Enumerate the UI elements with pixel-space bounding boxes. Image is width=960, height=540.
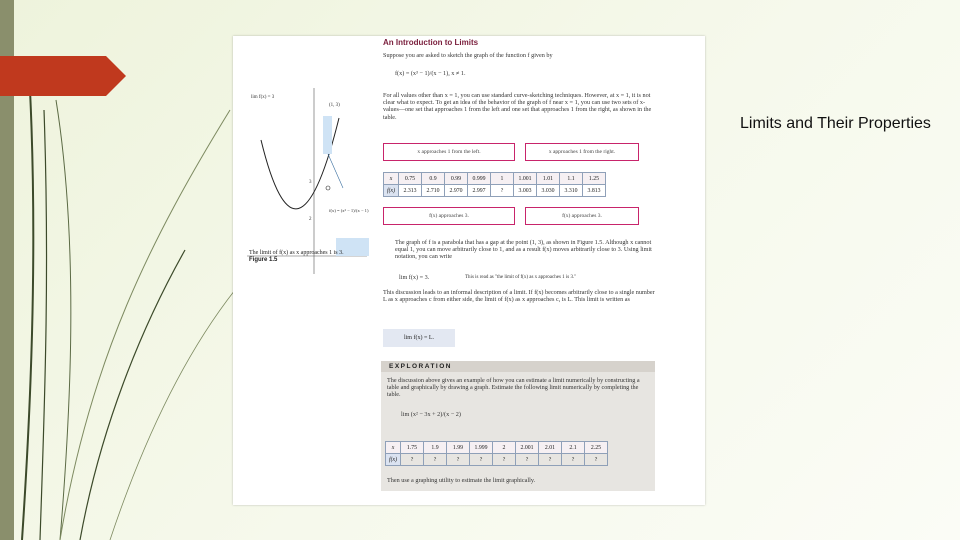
table-cell: 2.313 <box>399 185 422 197</box>
table-cell: ? <box>539 454 562 466</box>
table-cell: 1.9 <box>424 442 447 454</box>
exploration-closing: Then use a graphing utility to estimate the limit graphically. <box>387 477 536 484</box>
table-cell: ? <box>424 454 447 466</box>
table-cell: 2.001 <box>516 442 539 454</box>
table-cell: 3.310 <box>560 185 583 197</box>
exploration-fx-label: f(x) <box>386 454 401 466</box>
table-cell: 2.25 <box>585 442 608 454</box>
table-cell: ? <box>491 185 514 197</box>
function-definition: f(x) = (x³ − 1)/(x − 1), x ≠ 1. <box>395 70 466 77</box>
table-cell: 2.1 <box>562 442 585 454</box>
table-cell: 0.99 <box>445 173 468 185</box>
arrow-x-from-left: x approaches 1 from the left. <box>383 143 515 161</box>
values-table <box>383 172 606 197</box>
table-cell: ? <box>447 454 470 466</box>
exploration-limit: lim (x² − 3x + 2)/(x − 2) <box>401 411 461 418</box>
table-cell: 3.813 <box>583 185 606 197</box>
table-cell: ? <box>493 454 516 466</box>
table-cell: ? <box>585 454 608 466</box>
table-cell: 0.75 <box>399 173 422 185</box>
exploration-table <box>385 441 608 466</box>
exploration-x-label: x <box>386 442 401 454</box>
arrow-fx-right: f(x) approaches 3. <box>525 207 639 225</box>
table-cell: ? <box>516 454 539 466</box>
table-cell: 1.999 <box>470 442 493 454</box>
exploration-title: EXPLORATION <box>381 361 655 372</box>
graph-function-label: f(x) = (x³ − 1)/(x − 1) <box>329 208 369 213</box>
table-cell: 1.75 <box>401 442 424 454</box>
table-cell: 1.01 <box>537 173 560 185</box>
limit-definition-box: lim f(x) = L. <box>383 329 455 347</box>
doc-intro: Suppose you are asked to sketch the graph of the function f given by <box>383 52 553 59</box>
limit-note: This is read as "the limit of f(x) as x approaches 1 is 3." <box>465 275 577 280</box>
table-cell: 2.710 <box>422 185 445 197</box>
table-cell: 3.003 <box>514 185 537 197</box>
parabola-graph <box>239 78 369 278</box>
doc-paragraph-1: For all values other than x = 1, you can use standard curve-sketching techniques. However, at x = 1, it is not clear what to expect. To get an idea of the behavior of the graph of f near x = 1, you can use two sets of x-values—one set that approaches 1 from the left and one set that approaches 1 from the right, as shown in the table. <box>383 92 652 121</box>
exploration-text: The discussion above gives an example of how you can estimate a limit numerically by constructing a table and graphically by drawing a graph. Estimate the following limit numerically by completing the table. <box>387 377 640 399</box>
graph-limit-label: lim f(x) = 3 <box>251 95 275 100</box>
textbook-page-image <box>233 36 705 505</box>
figure-label: Figure 1.5 <box>249 257 278 263</box>
table-cell: ? <box>470 454 493 466</box>
table-cell: 0.999 <box>468 173 491 185</box>
arrow-fx-left: f(x) approaches 3. <box>383 207 515 225</box>
limit-expression: lim f(x) = 3. <box>399 274 430 281</box>
red-arrow-tab <box>0 56 126 96</box>
graph-point-label: (1, 3) <box>329 103 340 108</box>
table-cell: 1 <box>491 173 514 185</box>
table-cell: 2.997 <box>468 185 491 197</box>
svg-text:3: 3 <box>309 180 312 185</box>
caption-text: The limit of f(x) as x approaches 1 is 3. <box>249 250 344 256</box>
table-cell: 2.01 <box>539 442 562 454</box>
exploration-box <box>381 361 655 491</box>
table-cell: 1.25 <box>583 173 606 185</box>
table-x-label: x <box>384 173 399 185</box>
table-cell: ? <box>562 454 585 466</box>
table-cell: 0.9 <box>422 173 445 185</box>
doc-paragraph-2: The graph of f is a parabola that has a gap at the point (1, 3), as shown in Figure 1.5. Although x cannot equal 1, you can move arbitrarily close to 1, and as a result f(x) moves arbitrarily close to 3. Using limit notation, you can write <box>395 239 652 261</box>
figure-caption <box>249 250 344 264</box>
table-cell: 1.1 <box>560 173 583 185</box>
table-fx-label: f(x) <box>384 185 399 197</box>
svg-text:2: 2 <box>309 217 312 222</box>
arrow-x-from-right: x approaches 1 from the right. <box>525 143 639 161</box>
table-cell: 3.030 <box>537 185 560 197</box>
table-cell: 2 <box>493 442 516 454</box>
table-cell: 1.001 <box>514 173 537 185</box>
table-cell: ? <box>401 454 424 466</box>
doc-heading: An Introduction to Limits <box>383 38 479 47</box>
doc-paragraph-3: This discussion leads to an informal description of a limit. If f(x) becomes arbitrarily close to a single number L as x approaches c from either side, the limit of f(x) as x approaches c, is L. This limit is written as <box>383 289 655 304</box>
table-cell: 2.970 <box>445 185 468 197</box>
table-cell: 1.99 <box>447 442 470 454</box>
slide-title: Limits and Their Properties <box>740 115 931 132</box>
